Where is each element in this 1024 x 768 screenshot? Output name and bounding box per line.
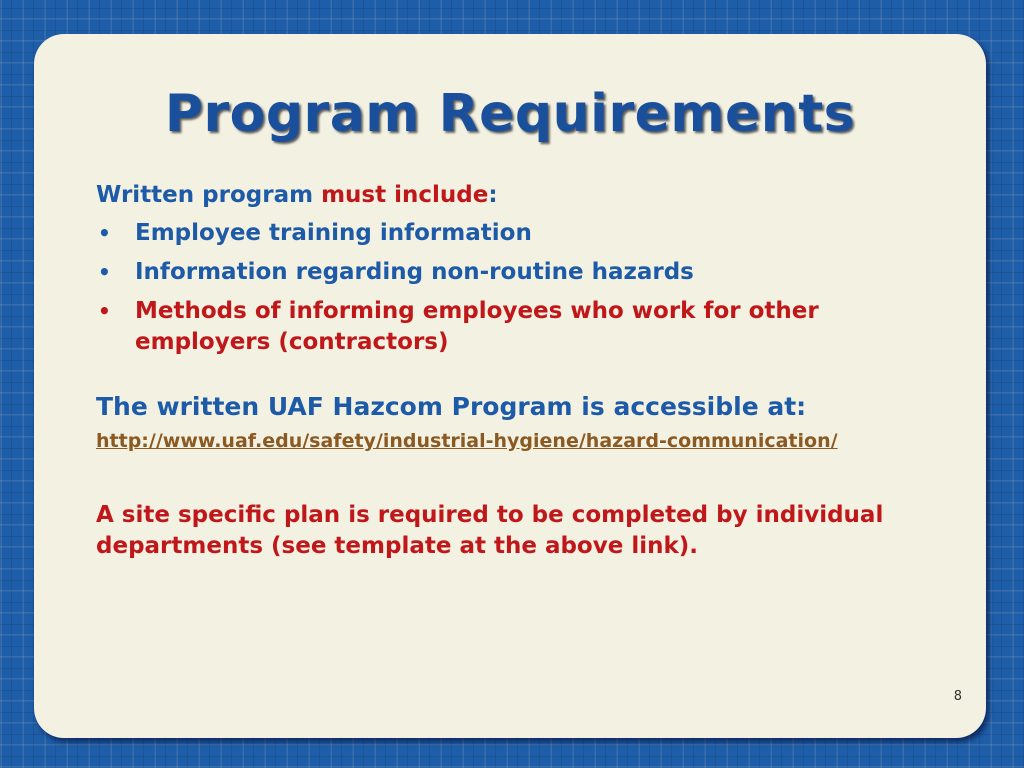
site-plan-note: A site specific plan is required to be completed by individual departments (see template at the above link). [96,502,884,559]
slide-title: Program Requirements [164,84,856,144]
list-item [96,257,946,288]
intro-emphasis: must include [321,182,489,208]
list-item-text: Information regarding non-routine hazards [135,259,694,285]
list-item-text: Methods of informing employees who work for other employers (contractors) [135,298,819,355]
accessible-statement: The written UAF Hazcom Program is accessible at: [96,392,807,421]
hazcom-program-link[interactable]: http://www.uaf.edu/safety/industrial-hygiene/hazard-communication/ [96,430,838,452]
slide-content [96,180,946,562]
list-item-text: Employee training information [135,220,532,246]
bullet-icon: • [98,299,111,323]
requirements-list [96,218,946,358]
bullet-icon: • [98,260,111,284]
intro-line [96,180,946,210]
intro-suffix: : [488,182,498,208]
page-number: 8 [953,689,962,704]
slide-panel [34,34,986,738]
list-item [96,296,946,358]
list-item [96,218,946,249]
bullet-icon: • [98,221,111,245]
intro-prefix: Written program [96,182,322,208]
